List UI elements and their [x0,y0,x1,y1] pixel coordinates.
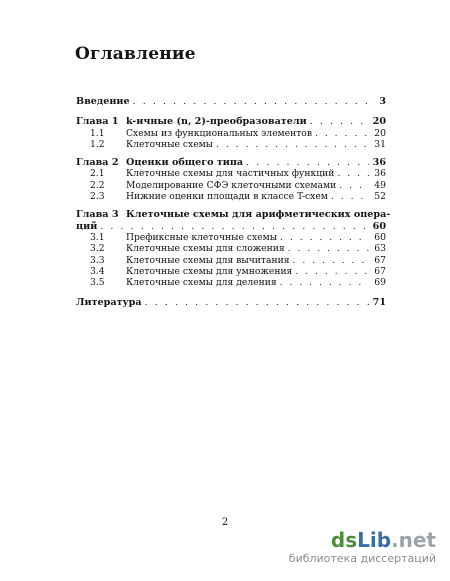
logo-part-net: .net [391,528,436,552]
chapter-title-continued: ций [76,220,98,232]
leader-dots [280,232,369,243]
leader-dots [331,191,369,202]
dslib-logo [289,530,436,550]
leader-dots [295,266,369,277]
logo-part-lib: Lib [357,528,392,552]
section-number: 1.2 [90,138,105,150]
toc-section [76,266,386,277]
toc-page-number: 20 [374,127,386,139]
toc-page-number: 71 [372,297,386,309]
section-number: 3.5 [90,277,105,289]
leader-dots [337,168,369,179]
leader-dots [145,297,369,308]
section-title: Клеточные схемы для сложения [126,243,285,255]
toc-page-number: 20 [372,116,386,128]
leader-dots [133,96,369,107]
toc-page-number: 67 [374,265,386,277]
leader-dots [100,221,369,232]
toc-page-number: 31 [374,138,386,150]
section-title: Клеточные схемы для деления [126,277,277,289]
leader-dots [280,277,369,288]
leader-dots [216,139,369,150]
section-title: Клеточные схемы для вычитания [126,254,290,266]
table-of-contents [76,96,391,309]
toc-section [76,139,386,150]
toc-section [76,180,386,191]
watermark [289,530,436,565]
toc-chapter-3-continued [76,221,386,232]
toc-chapter-3 [76,209,391,221]
toc-page-number: 63 [374,243,386,255]
toc-section [76,243,386,254]
toc-page-number: 60 [374,231,386,243]
toc-page-number: 69 [374,277,386,289]
page-title: Оглавление [75,44,196,64]
section-title: Клеточные схемы для умножения [126,265,293,277]
leader-dots [288,243,369,254]
section-number: 3.1 [90,231,105,243]
toc-entry-references [76,297,386,308]
chapter-label: Глава 3 [76,209,119,221]
section-number: 2.1 [90,168,105,180]
toc-page-number: 60 [372,220,386,232]
chapter-label: Глава 2 [76,157,119,169]
toc-intro-label: Введение [76,96,130,107]
section-number: 3.2 [90,243,105,255]
section-title: Префиксные клеточные схемы [126,231,278,243]
toc-chapter-2 [76,157,386,168]
toc-section [76,128,386,139]
toc-section [76,277,386,288]
toc-chapter-1 [76,116,386,127]
toc-section [76,168,386,179]
section-title: Клеточные схемы [126,138,214,150]
toc-section [76,255,386,266]
page-number: 2 [221,517,229,528]
toc-page-number: 67 [374,254,386,266]
section-title: Клеточные схемы для частичных функций [126,168,335,180]
section-number: 2.2 [90,179,105,191]
chapter-label: Глава 1 [76,116,119,128]
toc-page-number: 52 [374,191,386,203]
toc-entry-intro [76,96,386,107]
chapter-title: k-ичные (n, 2)-преобразователи [126,116,307,128]
chapter-title: Клеточные схемы для арифметических опера- [126,209,391,221]
section-title: Моделирование СФЭ клеточными схемами [126,179,337,191]
leader-dots [310,116,369,127]
toc-section [76,232,386,243]
toc-page-number: 49 [374,179,386,191]
section-number: 1.1 [90,127,105,139]
toc-section [76,191,386,202]
toc-page-number: 36 [374,168,386,180]
section-number: 3.4 [90,265,105,277]
chapter-title: Оценки общего типа [126,157,244,169]
leader-dots [293,255,369,266]
section-number: 2.3 [90,191,105,203]
toc-page-number: 36 [372,157,386,169]
leader-dots [246,157,369,168]
toc-references-label: Литература [76,297,142,309]
section-number: 3.3 [90,254,105,266]
watermark-subtitle: библиотека диссертаций [288,552,436,565]
section-title: Нижние оценки площади в классе T-схем [126,191,328,203]
leader-dots [315,128,369,139]
section-title: Схемы из функциональных элементов [126,127,312,139]
toc-page-number: 3 [379,96,386,107]
logo-part-ds: ds [330,528,358,552]
leader-dots [339,180,369,191]
